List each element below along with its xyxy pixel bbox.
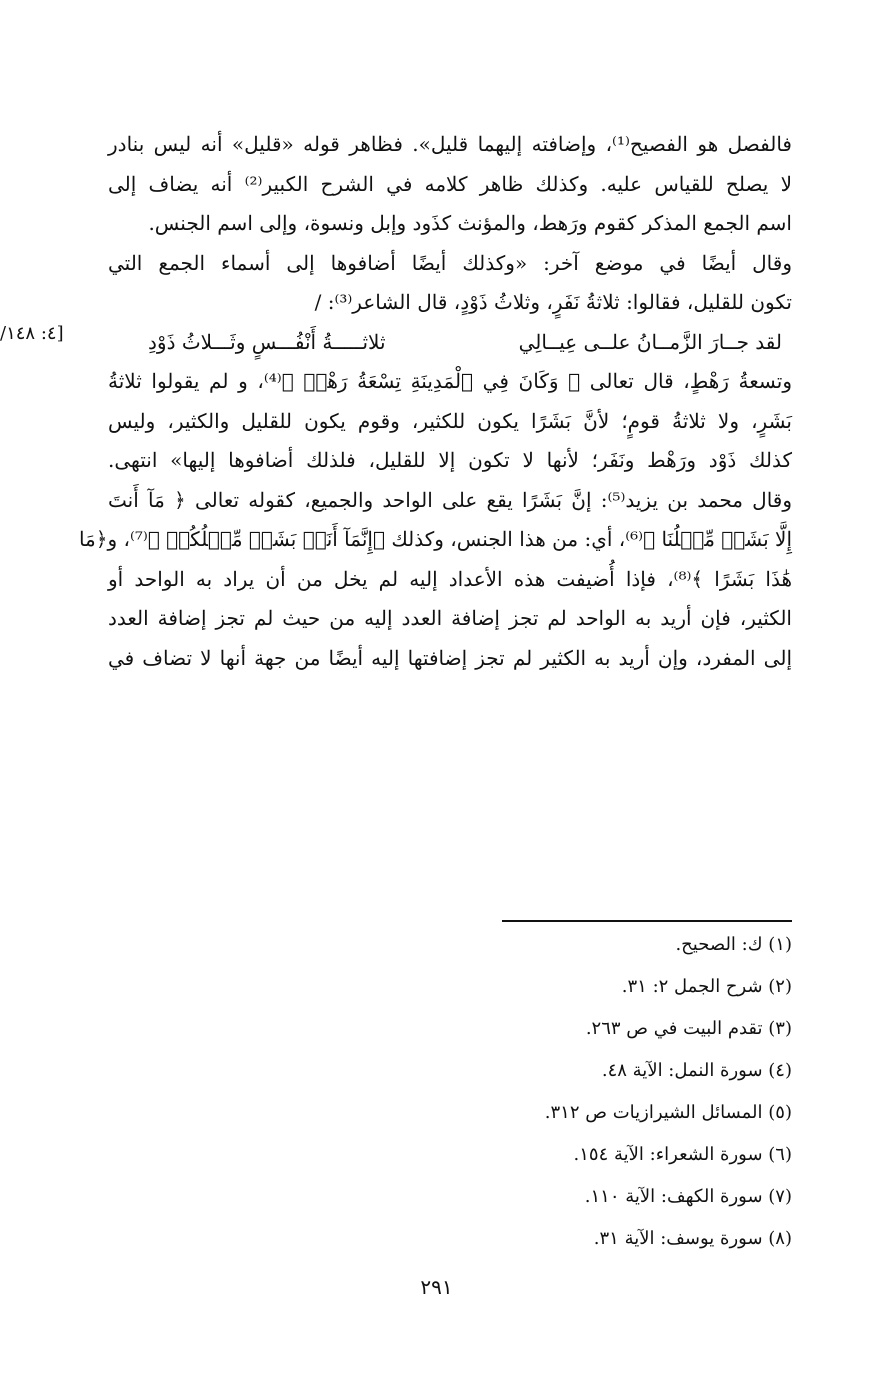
- text-line: اسم الجمع المذكر كقوم ورَهط، والمؤنث كذَود وإبل ونسوة، وإلى اسم الجنس.: [148, 211, 792, 235]
- text-line: كذلك ذَوْد ورَهْط ونَفَر؛ لأنها لا تكون إلا للقليل، فلذلك أضافوها إليها» انتهى.: [108, 448, 792, 472]
- footnote: (٨) سورة يوسف: الآية ٣١.: [593, 1228, 792, 1249]
- text-line: الكثير، فإن أريد به الواحد لم تجز إضافة العدد إليه من حيث لم تجز إضافة العدد: [108, 606, 792, 630]
- poetry-verse: [108, 323, 792, 363]
- footnotes: [420, 920, 792, 1260]
- margin-reference: [٤: ١٤٨/: [0, 323, 64, 344]
- footnote: (٢) شرح الجمل ٢: ٣١.: [621, 976, 792, 997]
- text-line: فالفصل هو الفصيح⁽¹⁾، وإضافته إليهما قليل». فظاهر قوله «قليل» أنه ليس بنادر: [108, 132, 792, 156]
- verse-second-hemistich: ثلاثـــــةُ أَنْفُـــسٍ وثَـــلاثُ ذَوْدِ: [148, 329, 386, 354]
- page-number: ٢٩١: [420, 1275, 453, 1299]
- text-line: بَشَرٍ، ولا ثلاثةُ قومٍ؛ لأنَّ بَشَرًا يكون للكثير، وقوم يكون للقليل والكثير، وليس: [108, 408, 792, 433]
- text-line: وقال أيضًا في موضع آخر: «وكذلك أيضًا أضافوها إلى أسماء الجمع التي: [108, 250, 792, 275]
- footnote: (٣) تقدم البيت في ص ٢٦٣.: [585, 1018, 792, 1039]
- footnote: (٥) المسائل الشيرازيات ص ٣١٢.: [544, 1102, 792, 1123]
- text-line: وقال محمد بن يزيد⁽⁵⁾: إنَّ بَشَرًا يقع على الواحد والجميع، كقوله تعالى ﴿ مَآ أَنتَ: [108, 487, 793, 512]
- text-line: هَٰذَا بَشَرًا ﴾⁽⁸⁾، فإذا أُضيفت هذه الأعداد إليه لم يخل من أن يراد به الواحد أو: [108, 566, 792, 591]
- footnote: (٤) سورة النمل: الآية ٤٨.: [601, 1060, 792, 1081]
- verse-first-hemistich: لقد جــارَ الزَّمــانُ علــى عِيــالِي: [518, 329, 782, 354]
- text-line: إِلَّا بَشَرٞ مِّثۡلُنَا ﴾⁽⁶⁾، أي: من هذا الجنس، وكذلك ﴿إِنَّمَآ أَنَا۠ بَشَرٞ مِّثۡلُكُمۡ ﴾⁽⁷⁾، و﴿مَا: [78, 527, 792, 551]
- main-text: [78, 125, 793, 678]
- text-line: لا يصلح للقياس عليه. وكذلك ظاهر كلامه في الشرح الكبير⁽²⁾ أنه يضاف إلى: [108, 171, 792, 196]
- footnote: (٦) سورة الشعراء: الآية ١٥٤.: [573, 1144, 792, 1165]
- text-line: تكون للقليل، فقالوا: ثلاثةُ نَفَرٍ، وثلاثُ ذَوْدٍ، قال الشاعر⁽³⁾: /: [314, 290, 792, 314]
- footnote: (٧) سورة الكهف: الآية ١١٠.: [584, 1186, 792, 1207]
- footnote: (١) ك: الصحيح.: [675, 934, 792, 955]
- text-line: وتسعةُ رَهْطٍ، قال تعالى ﴿ وَكَانَ فِي ٱلْمَدِينَةِ تِسْعَةُ رَهْطٖ ﴾⁽⁴⁾، و لم يقولوا ثلاثةُ: [108, 369, 792, 393]
- text-line: إلى المفرد، وإن أريد به الكثير لم تجز إضافتها إليه أيضًا من جهة أنها لا تضاف في: [108, 645, 792, 670]
